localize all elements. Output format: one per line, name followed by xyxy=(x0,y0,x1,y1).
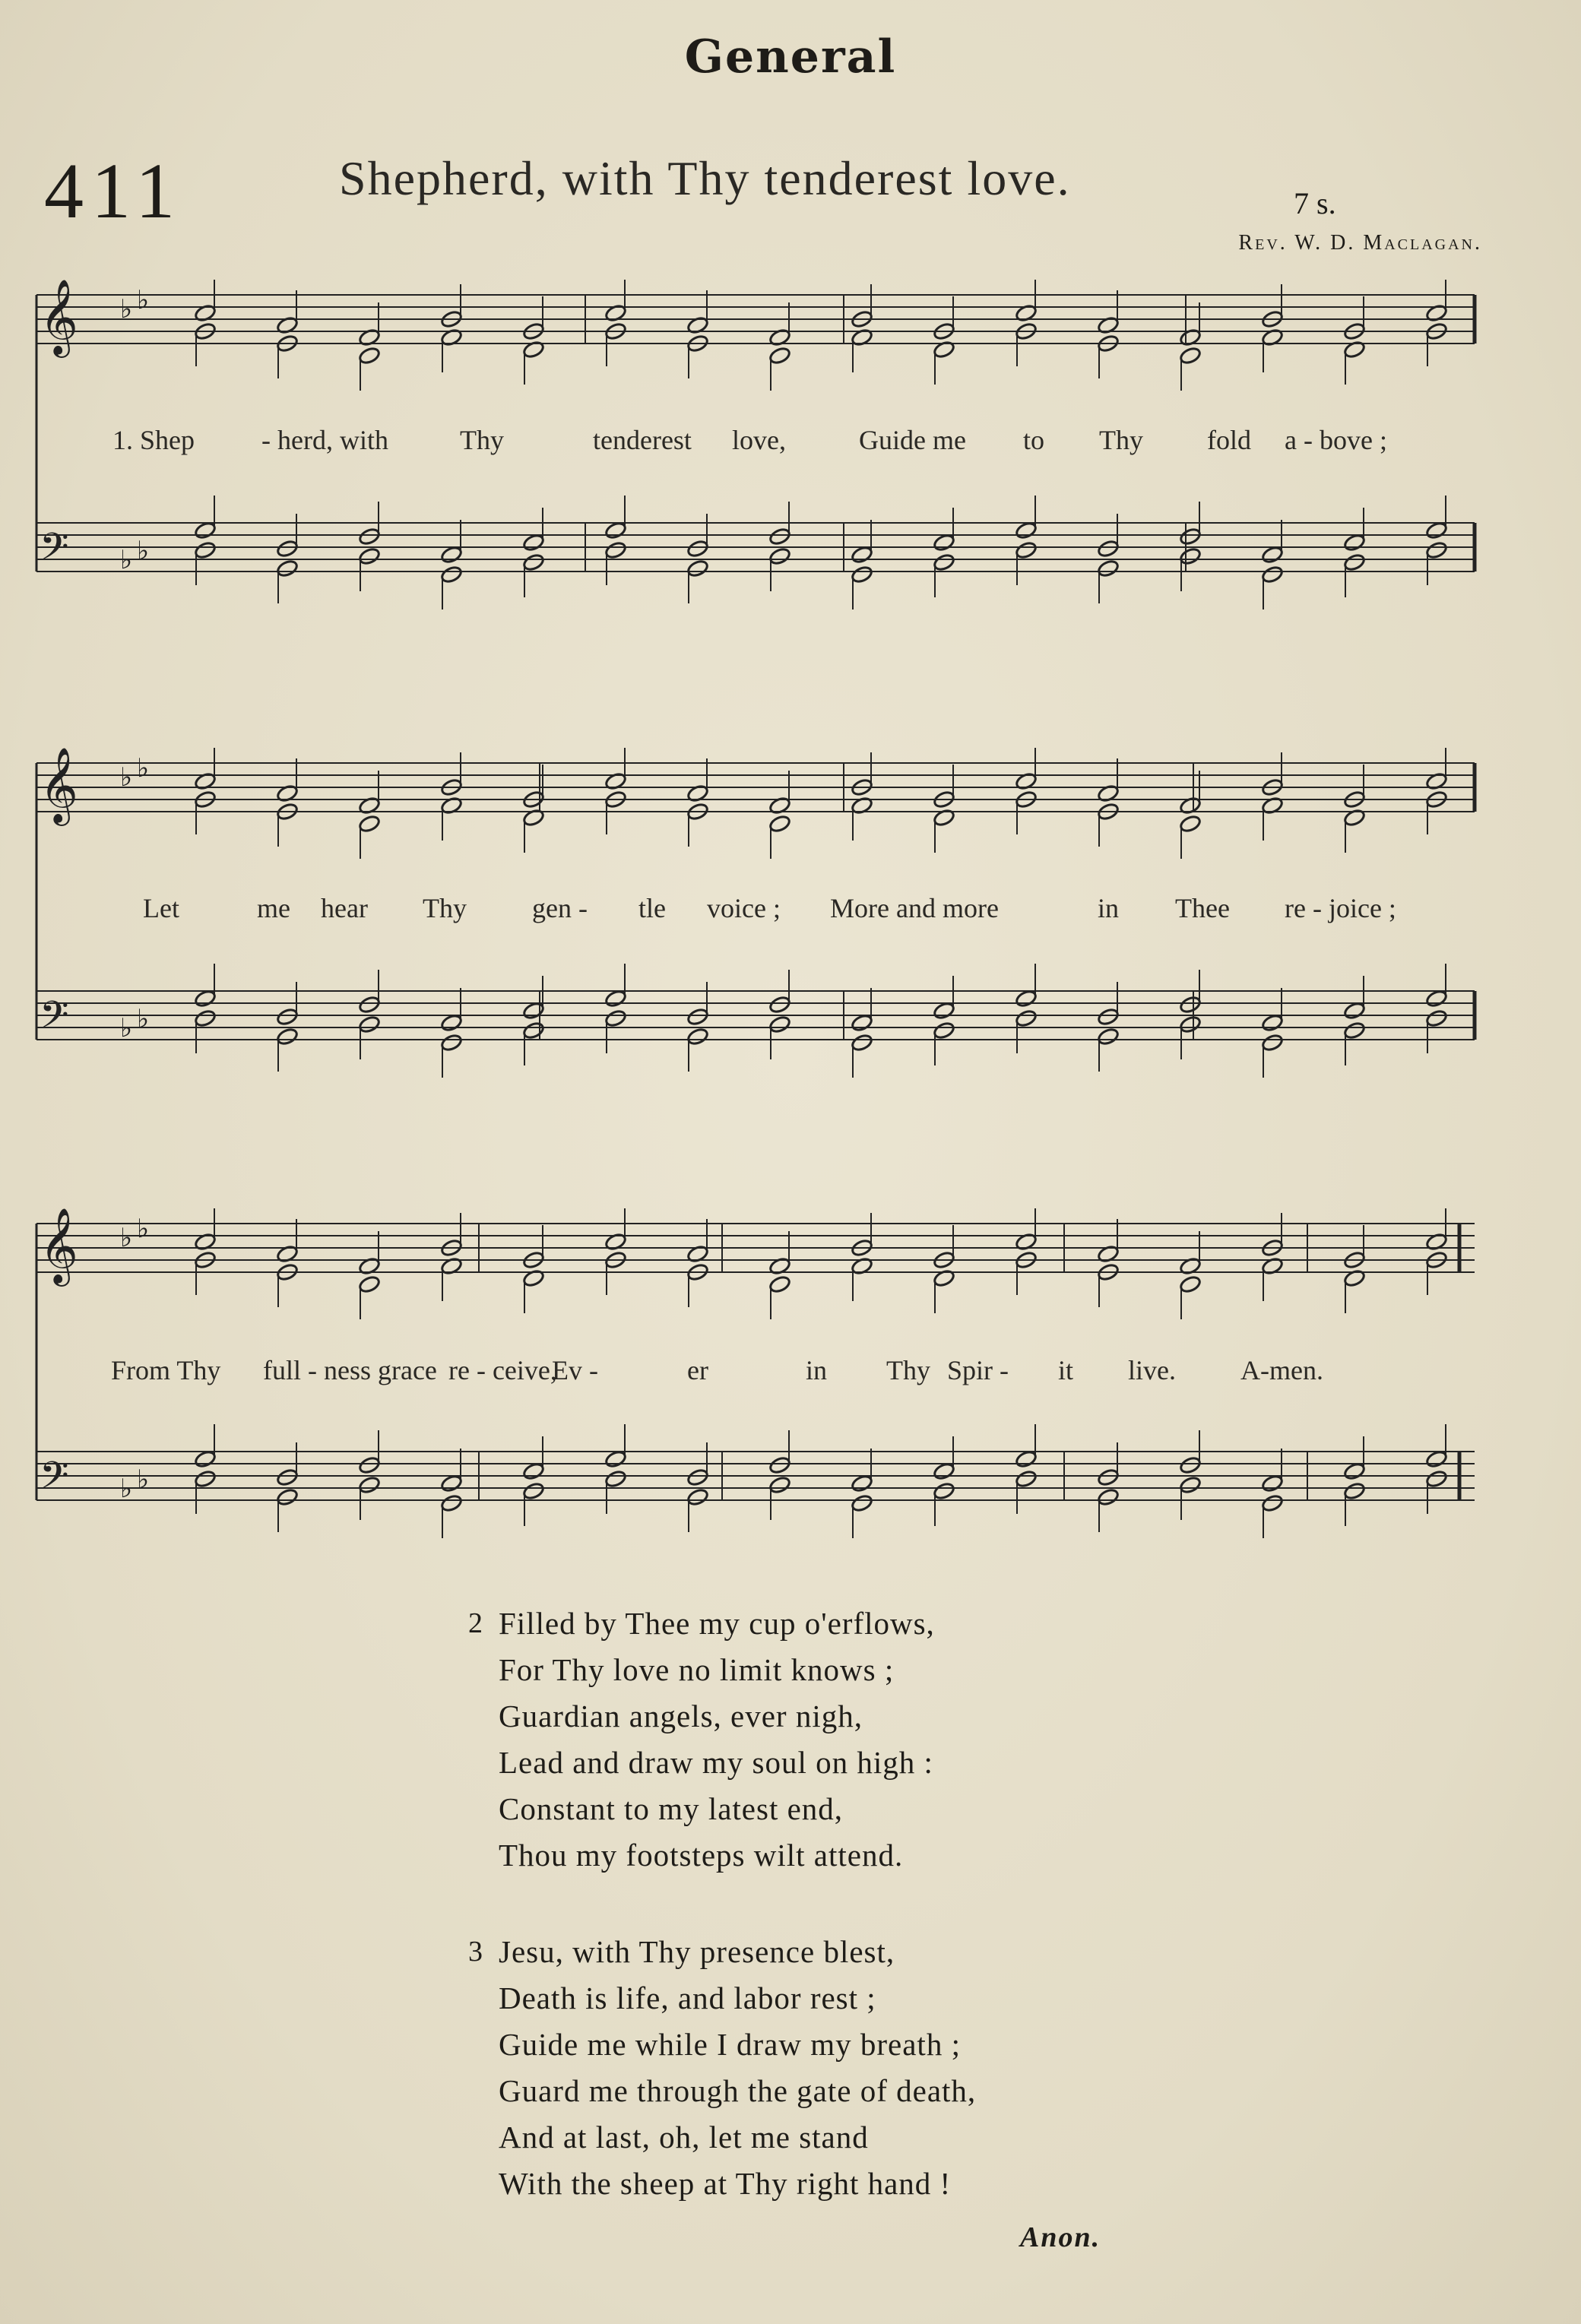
note-head xyxy=(1015,540,1038,559)
note-head xyxy=(276,1487,299,1506)
note-head xyxy=(1425,989,1448,1008)
treble-clef-icon: 𝄞 xyxy=(40,1208,78,1284)
additional-verses xyxy=(456,1601,1216,2257)
verse-line: Thou my footsteps wilt attend. xyxy=(499,1838,904,1873)
note-head xyxy=(1425,540,1448,559)
note-head xyxy=(276,1007,299,1026)
note-head xyxy=(1343,533,1366,552)
note-head xyxy=(1179,546,1202,565)
note-head xyxy=(1179,1475,1202,1494)
note-head xyxy=(1097,1007,1120,1026)
author: Rev. W. D. Maclagan. xyxy=(1238,231,1482,255)
lyric-syllable: re - joice ; xyxy=(1285,893,1396,923)
note-head xyxy=(1179,527,1202,546)
note-head xyxy=(604,1449,627,1468)
note-head xyxy=(358,527,381,546)
lyric-syllable: love, xyxy=(732,425,786,455)
note-head xyxy=(1015,1469,1038,1488)
lyric-syllable: Thy xyxy=(423,893,467,923)
note-head xyxy=(440,545,463,564)
note-head xyxy=(1261,1033,1284,1052)
note-head xyxy=(933,533,955,552)
note-head xyxy=(358,1015,381,1034)
note-head xyxy=(1015,1449,1038,1468)
lyric-syllable: gen - xyxy=(532,893,588,923)
note-head xyxy=(1425,1469,1448,1488)
note-head xyxy=(440,1474,463,1493)
score-staves-2 xyxy=(30,748,1490,1128)
note-head xyxy=(522,1461,545,1480)
flat-icon: ♭ xyxy=(137,1214,150,1244)
note-head xyxy=(358,1274,381,1293)
flat-icon: ♭ xyxy=(137,753,150,784)
note-head xyxy=(768,995,791,1014)
note-head xyxy=(686,1027,709,1046)
lyric-syllable: Let xyxy=(143,893,179,923)
music-system-1 xyxy=(30,280,1490,660)
note-head xyxy=(686,1487,709,1506)
note-head xyxy=(933,553,955,572)
verse-line: For Thy love no limit knows ; xyxy=(499,1652,895,1687)
note-head xyxy=(768,527,791,546)
note-head xyxy=(1343,1021,1366,1040)
note-head xyxy=(933,1481,955,1500)
flat-icon: ♭ xyxy=(137,285,150,315)
note-head xyxy=(1097,1487,1120,1506)
note-head xyxy=(604,521,627,540)
note-head xyxy=(604,1469,627,1488)
lyric-syllable: Thy xyxy=(1099,425,1143,455)
flat-icon: ♭ xyxy=(137,536,150,566)
note-head xyxy=(440,565,463,584)
note-head xyxy=(358,1455,381,1474)
flat-icon: ♭ xyxy=(120,545,133,575)
note-head xyxy=(1425,521,1448,540)
note-head xyxy=(1343,1481,1366,1500)
lyric-syllable: fold xyxy=(1207,425,1251,455)
note-head xyxy=(768,814,791,833)
note-head xyxy=(604,989,627,1008)
note-head xyxy=(686,1007,709,1026)
note-head xyxy=(194,1469,217,1488)
note-head xyxy=(522,1001,545,1020)
verse-line: With the sheep at Thy right hand ! xyxy=(499,2166,952,2201)
note-head xyxy=(276,1027,299,1046)
note-head xyxy=(1425,1449,1448,1468)
note-head xyxy=(358,1475,381,1494)
lyric-syllable: Spir - xyxy=(947,1355,1009,1385)
note-head xyxy=(358,814,381,833)
flat-icon: ♭ xyxy=(120,762,133,793)
flat-icon: ♭ xyxy=(120,1013,133,1043)
note-head xyxy=(440,1013,463,1032)
music-system-3 xyxy=(30,1208,1490,1588)
note-head xyxy=(1343,553,1366,572)
verse-line: Guard me through the gate of death, xyxy=(499,2073,977,2108)
note-head xyxy=(440,1033,463,1052)
verse-line: Constant to my latest end, xyxy=(499,1791,844,1826)
lyric-syllable: A-men. xyxy=(1240,1355,1323,1385)
lyric-syllable: voice ; xyxy=(707,893,781,923)
note-head xyxy=(1097,539,1120,558)
score-staves-1 xyxy=(30,280,1490,660)
note-head xyxy=(768,1475,791,1494)
verse-line: Death is life, and labor rest ; xyxy=(499,1980,876,2015)
note-head xyxy=(194,1008,217,1027)
verse-2 xyxy=(456,1601,1216,1879)
note-head xyxy=(1015,521,1038,540)
bass-clef-icon: 𝄢 xyxy=(40,993,69,1046)
flat-icon: ♭ xyxy=(120,294,133,325)
note-head xyxy=(1343,1001,1366,1020)
note-head xyxy=(276,1468,299,1487)
note-head xyxy=(686,1468,709,1487)
verse-line: 2 Filled by Thee my cup o'erflows, xyxy=(456,1601,1216,1647)
lyric-syllable: in xyxy=(806,1355,828,1385)
note-head xyxy=(522,533,545,552)
meter: 7 s. xyxy=(1294,186,1336,220)
verse-line: Guardian angels, ever nigh, xyxy=(499,1699,863,1734)
note-head xyxy=(194,989,217,1008)
note-head xyxy=(1015,1008,1038,1027)
note-head xyxy=(851,1013,873,1032)
note-head xyxy=(851,565,873,584)
note-head xyxy=(1015,989,1038,1008)
note-head xyxy=(768,1274,791,1293)
lyric-syllable: More and more xyxy=(830,893,999,923)
note-head xyxy=(358,995,381,1014)
lyric-syllable: to xyxy=(1023,425,1045,455)
note-head xyxy=(1261,1493,1284,1512)
note-head xyxy=(933,1021,955,1040)
note-head xyxy=(1179,1015,1202,1034)
note-head xyxy=(768,1455,791,1474)
note-head xyxy=(1261,1013,1284,1032)
flat-icon: ♭ xyxy=(137,1004,150,1034)
note-head xyxy=(1261,545,1284,564)
score-staves-3 xyxy=(30,1208,1490,1588)
lyric-syllable: - herd, with xyxy=(261,425,388,455)
note-head xyxy=(276,539,299,558)
section-heading: General xyxy=(684,30,897,84)
lyric-syllable: From Thy xyxy=(111,1355,221,1385)
note-head xyxy=(851,1474,873,1493)
hymn-number: 411 xyxy=(44,147,183,235)
note-head xyxy=(1179,1274,1202,1293)
verse-line: Lead and draw my soul on high : xyxy=(499,1745,933,1780)
lyric-syllable: full - ness grace xyxy=(263,1355,437,1385)
attribution: Anon. xyxy=(1020,2221,1101,2253)
bass-clef-icon: 𝄢 xyxy=(40,525,69,578)
flat-icon: ♭ xyxy=(120,1474,133,1504)
lyric-syllable: 1. Shep xyxy=(112,425,195,455)
lyric-syllable: a - bove ; xyxy=(1285,425,1387,455)
verse-3 xyxy=(456,1929,1216,2207)
lyric-syllable: er xyxy=(687,1355,708,1385)
note-head xyxy=(358,346,381,365)
note-head xyxy=(933,1461,955,1480)
lyric-syllable: Thy xyxy=(886,1355,930,1385)
note-head xyxy=(1343,1461,1366,1480)
lyric-syllable: Guide me xyxy=(859,425,966,455)
note-head xyxy=(768,546,791,565)
note-head xyxy=(686,559,709,578)
note-head xyxy=(851,545,873,564)
hymn-title: Shepherd, with Thy tenderest love. xyxy=(339,151,1071,205)
note-head xyxy=(358,546,381,565)
flat-icon: ♭ xyxy=(137,1464,150,1495)
treble-clef-icon: 𝄞 xyxy=(40,748,78,823)
lyric-syllable: Thee xyxy=(1175,893,1230,923)
note-head xyxy=(768,1015,791,1034)
lyric-syllable: Thy xyxy=(460,425,504,455)
bass-clef-icon: 𝄢 xyxy=(40,1454,69,1507)
note-head xyxy=(604,1008,627,1027)
note-head xyxy=(686,539,709,558)
note-head xyxy=(194,1449,217,1468)
note-head xyxy=(522,553,545,572)
note-head xyxy=(276,559,299,578)
note-head xyxy=(440,1493,463,1512)
note-head xyxy=(522,1021,545,1040)
note-head xyxy=(522,1481,545,1500)
treble-clef-icon: 𝄞 xyxy=(40,280,78,355)
verse-number: 3 xyxy=(468,1936,483,1968)
note-head xyxy=(194,540,217,559)
note-head xyxy=(1179,995,1202,1014)
note-head xyxy=(1179,346,1202,365)
note-head xyxy=(1097,559,1120,578)
note-head xyxy=(1261,1474,1284,1493)
note-head xyxy=(1097,1027,1120,1046)
verse-number: 2 xyxy=(468,1607,483,1639)
lyric-syllable: Ev - xyxy=(552,1355,598,1385)
lyric-syllable: live. xyxy=(1128,1355,1176,1385)
note-head xyxy=(1261,565,1284,584)
note-head xyxy=(604,540,627,559)
note-head xyxy=(1425,1008,1448,1027)
note-head xyxy=(1179,814,1202,833)
note-head xyxy=(933,1001,955,1020)
note-head xyxy=(768,346,791,365)
lyric-syllable: me xyxy=(257,893,290,923)
verse-line: And at last, oh, let me stand xyxy=(499,2120,869,2155)
note-head xyxy=(1097,1468,1120,1487)
music-system-2 xyxy=(30,748,1490,1128)
note-head xyxy=(851,1033,873,1052)
lyric-syllable: re - ceive, xyxy=(448,1355,557,1385)
lyric-syllable: in xyxy=(1098,893,1120,923)
lyric-syllable: tenderest xyxy=(593,425,692,455)
lyric-syllable: tle xyxy=(638,893,666,923)
note-head xyxy=(1179,1455,1202,1474)
verse-line: Guide me while I draw my breath ; xyxy=(499,2027,961,2062)
note-head xyxy=(851,1493,873,1512)
lyric-syllable: hear xyxy=(321,893,368,923)
lyric-syllable: it xyxy=(1058,1355,1074,1385)
flat-icon: ♭ xyxy=(120,1223,133,1253)
note-head xyxy=(194,521,217,540)
verse-line: 3 Jesu, with Thy presence blest, xyxy=(456,1929,1216,1975)
